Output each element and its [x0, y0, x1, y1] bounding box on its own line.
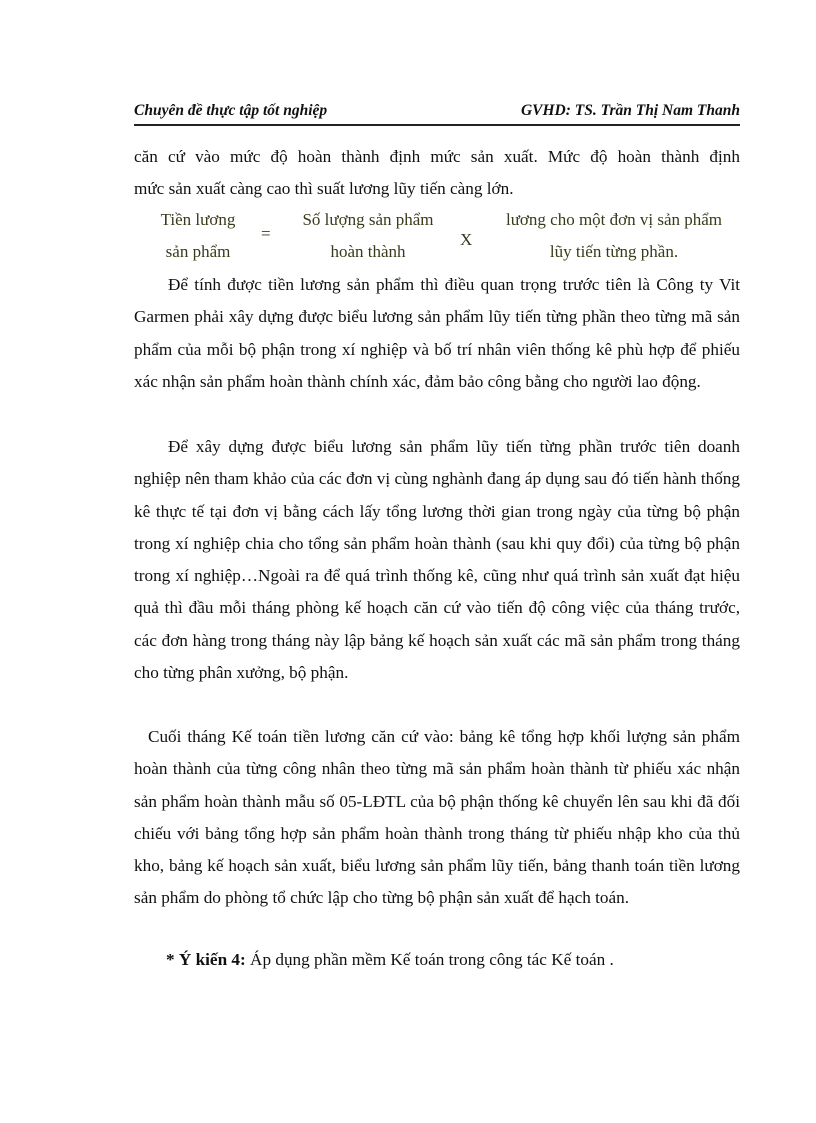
page-header — [134, 98, 740, 126]
header-supervisor: GVHD: TS. Trần Thị Nam Thanh — [520, 102, 740, 119]
intro-line-1: căn cứ vào mức độ hoàn thành định mức sản xuất. Mức độ hoàn thành định — [134, 147, 740, 166]
formula-term-salary: Tiền lương sản phẩm — [160, 210, 236, 261]
paragraph-2 — [134, 431, 740, 689]
formula-equals: = — [261, 224, 271, 243]
paragraph-3 — [134, 721, 740, 915]
opinion-label: * Ý kiến 4: — [166, 950, 246, 969]
intro-paragraph — [134, 141, 740, 206]
formula-times: X — [460, 230, 473, 249]
intro-line-2: mức sản xuất càng cao thì suất lương lũy tiến càng lớn. — [134, 179, 514, 199]
formula-term-unit-rate: lương cho một đơn vị sản phẩm lũy tiến từng phần. — [505, 210, 723, 261]
header-title: Chuyên đề thực tập tốt nghiệp — [134, 102, 328, 119]
opinion-text: Áp dụng phần mềm Kế toán trong công tác Kế toán . — [250, 950, 614, 969]
paragraph-text: Để xây dựng được biểu lương sản phẩm lũy tiến từng phần trước tiên doanh nghiệp nên tham khảo của các đơn vị cùng nghành đang áp dụng sau đó tiến hành thống kê thực tế tại đơn vị bằng cách lấy tổng lương thời gian trong ngày của từng bộ phận trong xí nghiệp chia cho tổng sản phẩm hoàn thành (sau khi quy đổi) của từng bộ phận trong xí nghiệp…Ngoài ra để quá trình thống kê, cũng như quá trình sản xuất đạt hiệu quả thì đầu mỗi tháng phòng kế hoạch căn cứ vào tiến độ công việc của tháng trước, các đơn hàng trong tháng này lập bảng kế hoạch sản xuất các mã sản phẩm trong tháng cho từng phân xưởng, bộ phận. — [134, 437, 740, 683]
paragraph-1 — [134, 269, 740, 398]
paragraph-text: Để tính được tiền lương sản phẩm thì điều quan trọng trước tiên là Công ty Vit Garmen phải xây dựng được biểu lương sản phẩm lũy tiến từng phần theo từng mã sản phẩm của mỗi bộ phận trong xí nghiệp và bố trí nhân viên thống kê phù hợp để phiếu xác nhận sản phẩm hoàn thành chính xác, đảm bảo công bằng cho người lao động. — [134, 275, 740, 391]
opinion-4 — [166, 944, 614, 976]
salary-formula — [0, 204, 816, 268]
paragraph-text: Cuối tháng Kế toán tiền lương căn cứ vào: bảng kê tổng hợp khối lượng sản phẩm hoàn thành của từng công nhân theo từng mã sản phẩm hoàn thành từ phiếu xác nhận sản phẩm hoàn thành mẫu số 05-LĐTL của bộ phận thống kê chuyển lên sau khi đã đối chiếu với bảng tổng hợp sản phẩm hoàn thành trong tháng từ phiếu nhập kho của thủ kho, bảng kế hoạch sản xuất, biểu lương sản phẩm lũy tiến, bảng thanh toán tiền lương sản phẩm do phòng tổ chức lập cho từng bộ phận sản xuất để hạch toán. — [134, 727, 740, 908]
formula-term-quantity: Số lượng sản phẩm hoàn thành — [302, 210, 434, 261]
